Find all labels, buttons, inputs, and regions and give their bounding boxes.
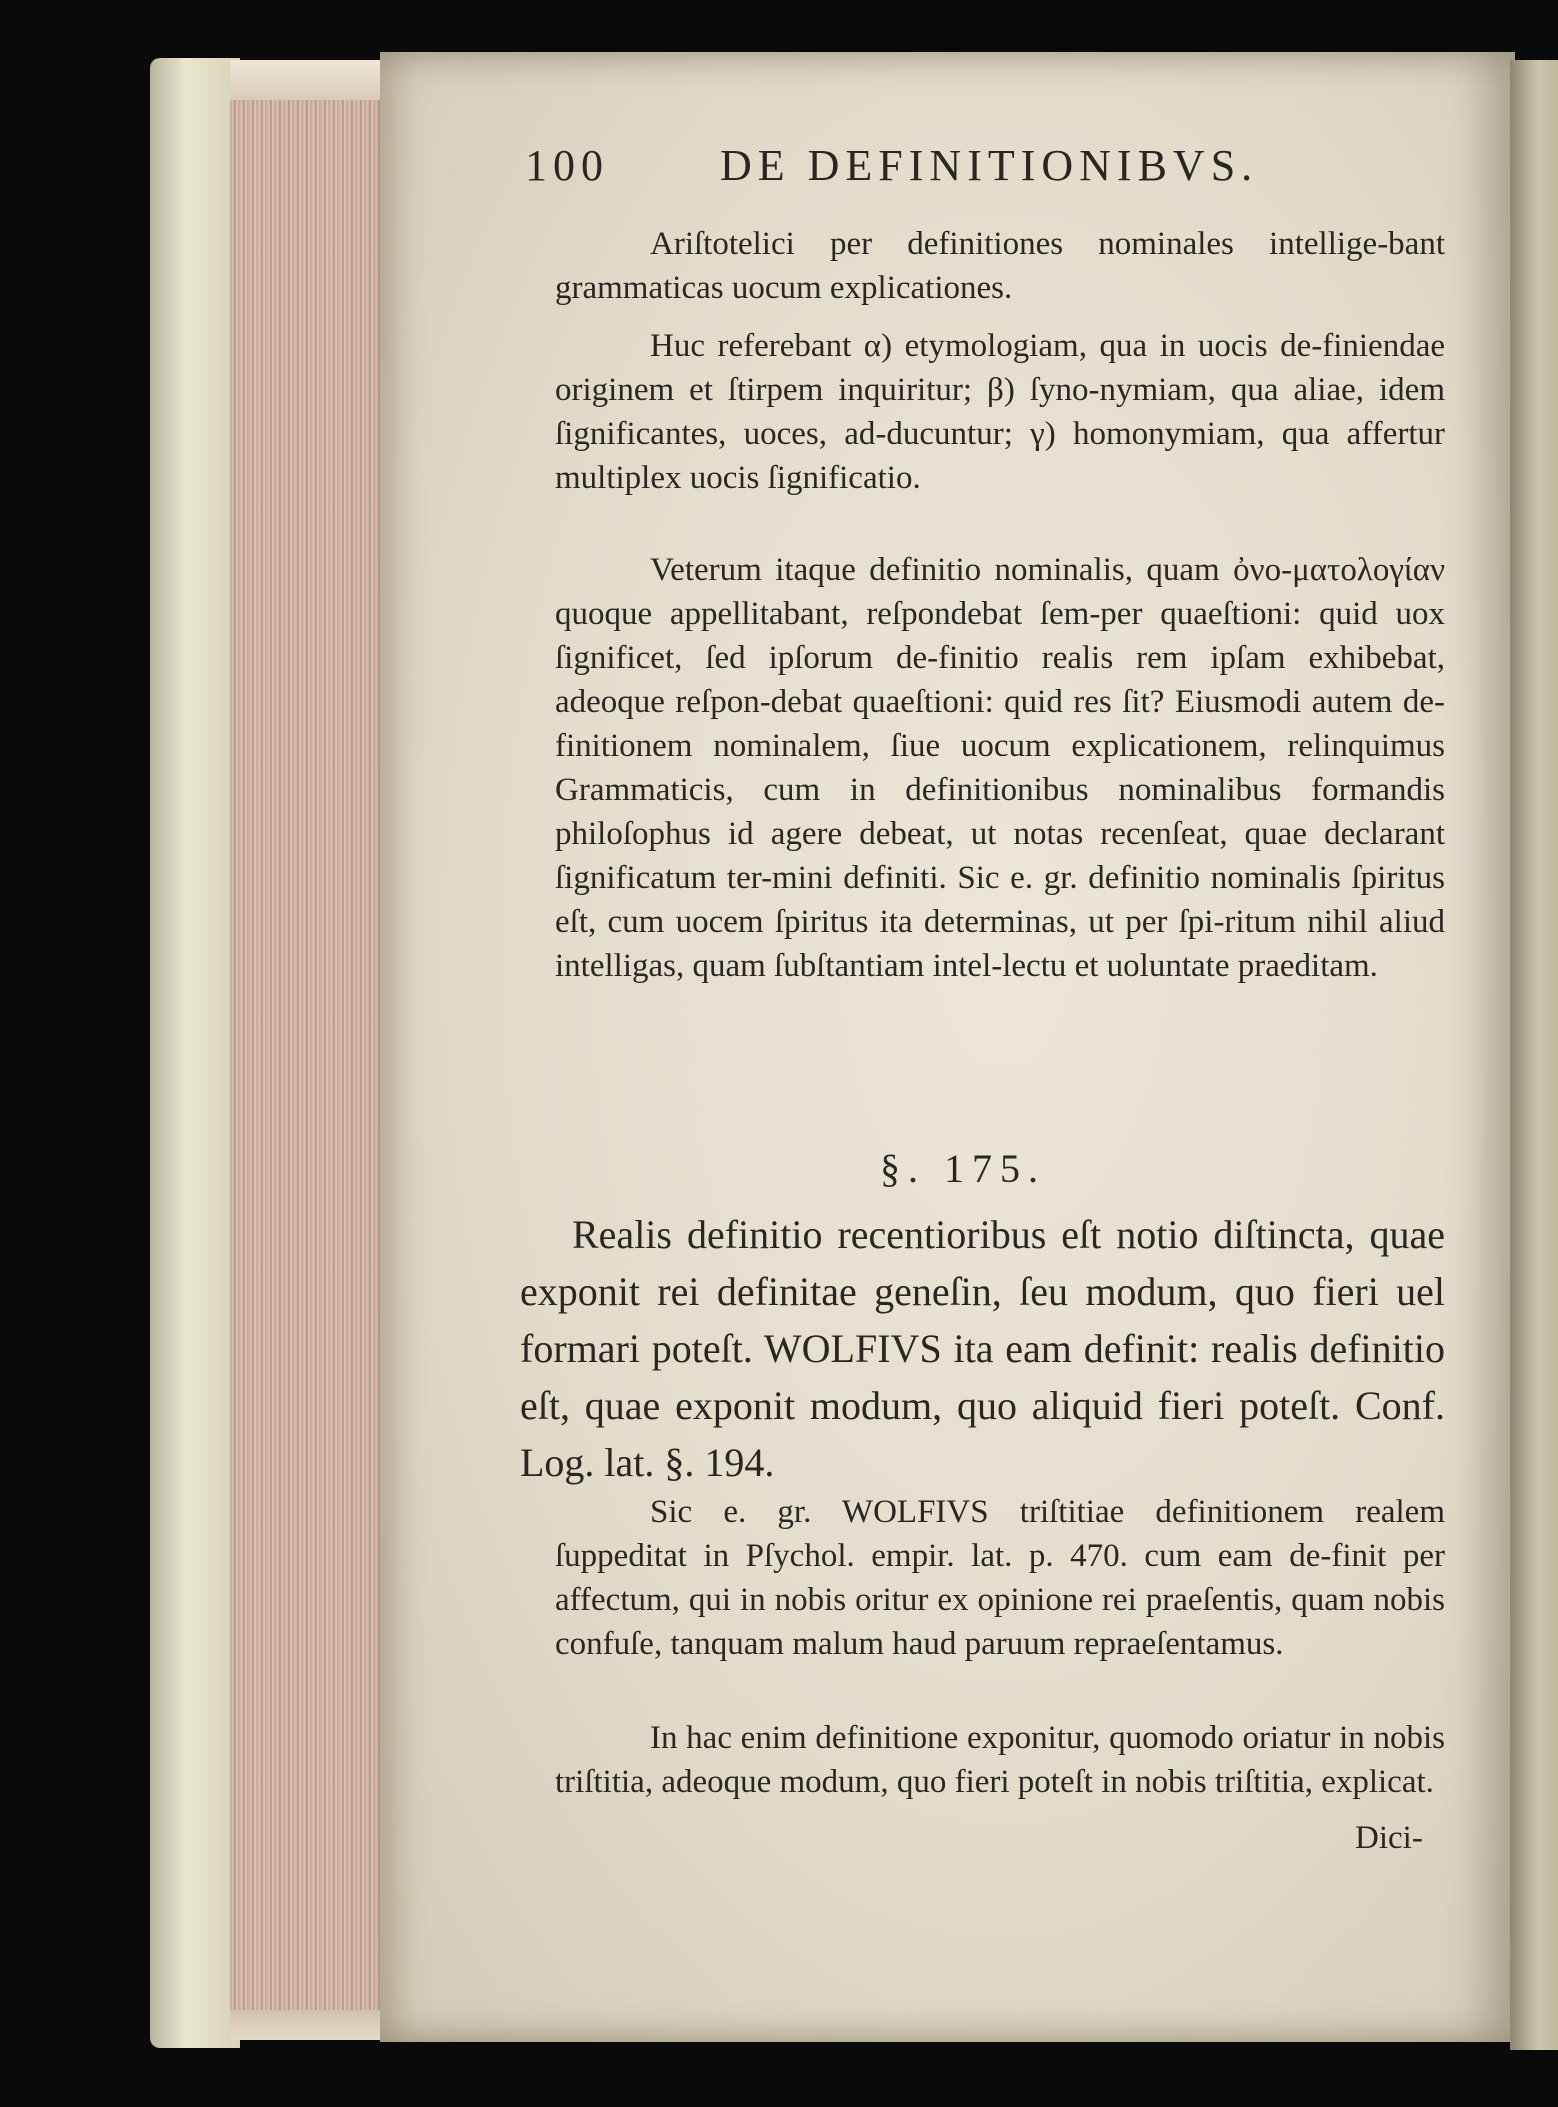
- paragraph-5: In hac enim definitione exponitur, quomodo oriatur in nobis triſtitia, adeoque modum, quo fieri poteſt in nobis triſtitia, explicat.: [555, 1720, 1445, 1800]
- book-cover-right: [1510, 60, 1558, 2050]
- running-title: DE DEFINITIONIBVS.: [720, 141, 1259, 190]
- page-edges: [230, 60, 390, 2040]
- catchword: Dici-: [1355, 1820, 1423, 1856]
- paragraph-3: Veterum itaque definitio nominalis, quam ὀνο-ματολογίαν quoque appellitabant, reſpondebat ſem-per quaeſtioni: quid uox ſignificet, ſed ipſorum de-finitio realis rem ipſam exhibebat, adeoque reſpon-debat quaeſtioni: quid res ſit? Eiusmodi autem de-finitionem nominalem, ſiue uocum explicationem, relinquimus Grammaticis, cum in definitionibus nominalibus formandis philoſophus id agere debeat, ut notas recenſeat, quae declarant ſignificatum ter-mini definiti. Sic e. gr. definitio nominalis ſpiritus eſt, cum uocem ſpiritus ita determinas, ut per ſpi-ritum nihil aliud intelligas, quam ſubſtantiam intel-lectu et uoluntate praeditam.: [555, 552, 1445, 984]
- paragraph-1: Ariſtotelici per definitiones nominales intellige-bant grammaticas uocum explicationes.: [555, 226, 1445, 306]
- section-heading: §. 175.: [880, 1146, 1046, 1191]
- running-head: [525, 140, 1425, 200]
- paragraph-2: Huc referebant α) etymologiam, qua in uocis de-finiendae originem et ſtirpem inquiritur; β) ſyno-nymiam, qua aliae, idem ſignificantes, uoces, ad-ducuntur; γ) homonymiam, qua affertur multiplex uocis ſignificatio.: [555, 328, 1445, 496]
- book-cover-left: [150, 58, 240, 2048]
- page-number: 100: [525, 141, 609, 190]
- paragraph-4: Sic e. gr. WOLFIVS triſtitiae definitionem realem ſuppeditat in Pſychol. empir. lat. p. 470. cum eam de-finit per affectum, qui in nobis oritur ex opinione rei praeſentis, quam nobis confuſe, tanquam malum haud paruum repraeſentamus.: [555, 1494, 1445, 1662]
- section-definition: Realis definitio recentioribus eſt notio diſtincta, quae exponit rei definitae geneſin, ſeu modum, quo fieri uel formari poteſt. WOLFIVS ita eam definit: realis definitio eſt, quae exponit modum, quo aliquid fieri poteſt. Conf. Log. lat. §. 194.: [520, 1212, 1445, 1485]
